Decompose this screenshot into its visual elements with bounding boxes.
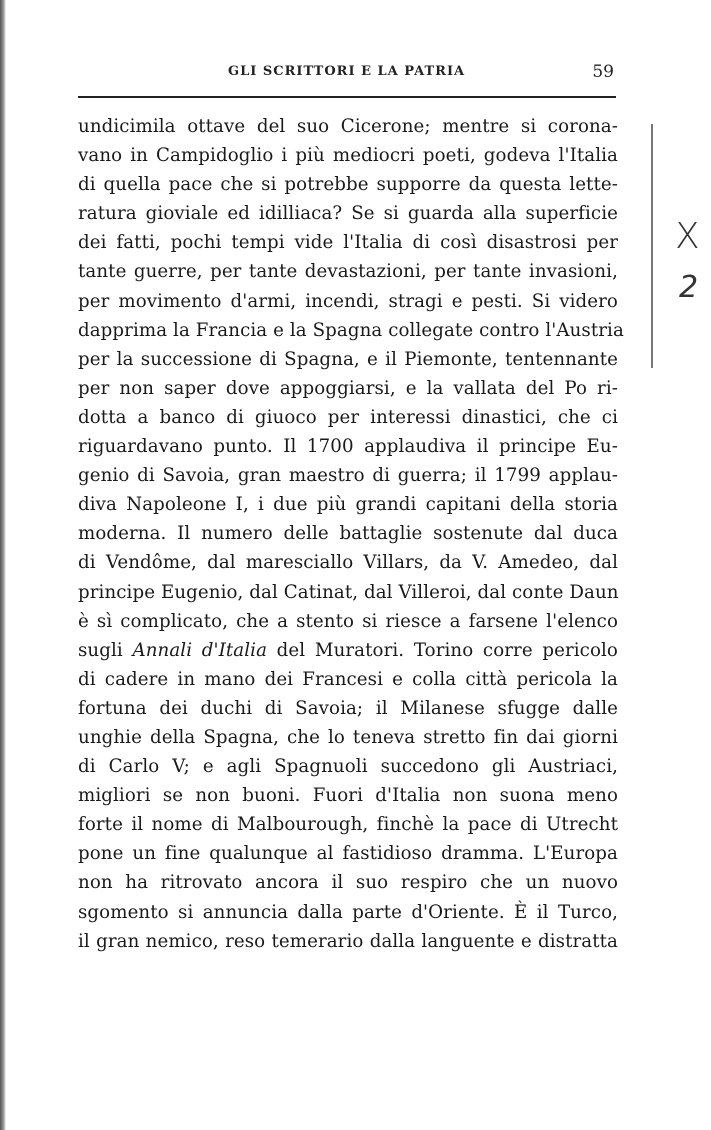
text-line: moderna. Il numero delle battaglie sostenute dal duca (78, 523, 618, 545)
page-number: 59 (592, 62, 614, 82)
handwritten-2-mark: 2 (679, 270, 699, 305)
text-line: undicimila ottave del suo Cicerone; mentre si corona- (78, 116, 618, 137)
text-line: dei fatti, pochi tempi vide l'Italia di così disastrosi per (78, 232, 618, 254)
margin-annotations (645, 118, 711, 378)
text-segment: sugli (78, 639, 133, 661)
text-segment: del Muratori. Torino corre pericolo (267, 639, 618, 661)
text-line: non ha ritrovato ancora il suo respiro che un nuovo (78, 872, 618, 894)
text-line: ratura gioviale ed idilliaca? Se si guarda alla superficie (78, 203, 618, 225)
margin-line (651, 124, 653, 368)
text-line: dotta a banco di giuoco per interessi dinastici, che ci (78, 406, 618, 428)
text-line: il gran nemico, reso temerario dalla languente e distratta (78, 930, 618, 952)
text-line: migliori se non buoni. Fuori d'Italia non suona meno (78, 785, 618, 807)
text-line: per la successione di Spagna, e il Piemonte, tentennante (78, 348, 618, 370)
running-head (78, 62, 616, 86)
text-line: vano in Campidoglio i più mediocri poeti, godeva l'Italia (78, 145, 618, 167)
text-line: sgomento si annuncia dalla parte d'Oriente. È il Turco, (78, 901, 618, 923)
text-line: tante guerre, per tante devastazioni, per tante invasioni, (78, 261, 618, 283)
text-line: di quella pace che si potrebbe supporre da questa lette- (78, 174, 618, 196)
italic-title: Annali d'Italia (132, 639, 268, 661)
text-line: forte il nome di Malbourough, finchè la pace di Utrecht (78, 814, 618, 836)
text-line: fortuna dei duchi di Savoia; il Milanese sfugge dalle (78, 697, 618, 719)
text-line: di cadere in mano dei Francesi e colla città pericola la (78, 668, 618, 690)
text-line: genio di Savoia, gran maestro di guerra; il 1799 applau- (78, 465, 618, 487)
text-line: di Carlo V; e agli Spagnuoli succedono gli Austriaci, (78, 756, 618, 778)
text-line: principe Eugenio, dal Catinat, dal Villeroi, dal conte Daun (78, 581, 619, 603)
text-line: per movimento d'armi, incendi, stragi e pesti. Si videro (78, 290, 618, 312)
text-line: dapprima la Francia e la Spagna collegate contro l'Austria (78, 319, 624, 341)
header-rule (78, 96, 616, 98)
text-line-with-italic (78, 636, 618, 665)
handwritten-x-mark: X (675, 216, 700, 257)
text-line: per non saper dove appoggiarsi, e la vallata del Po ri- (78, 377, 618, 399)
running-title: GLI SCRITTORI E LA PATRIA (228, 64, 466, 79)
text-line: di Vendôme, dal maresciallo Villars, da V. Amedeo, dal (78, 552, 618, 574)
text-line: è sì complicato, che a stento si riesce a farsene l'elenco (78, 610, 618, 632)
text-line: pone un fine qualunque al fastidioso dramma. L'Europa (78, 843, 618, 865)
text-line: riguardavano punto. Il 1700 applaudiva il principe Eu- (78, 436, 618, 458)
body-text (78, 112, 624, 956)
text-line: unghie della Spagna, che lo teneva stretto fin dai giorni (78, 726, 618, 748)
binding-edge (0, 0, 6, 1130)
text-line: diva Napoleone I, i due più grandi capitani della storia (78, 494, 618, 516)
